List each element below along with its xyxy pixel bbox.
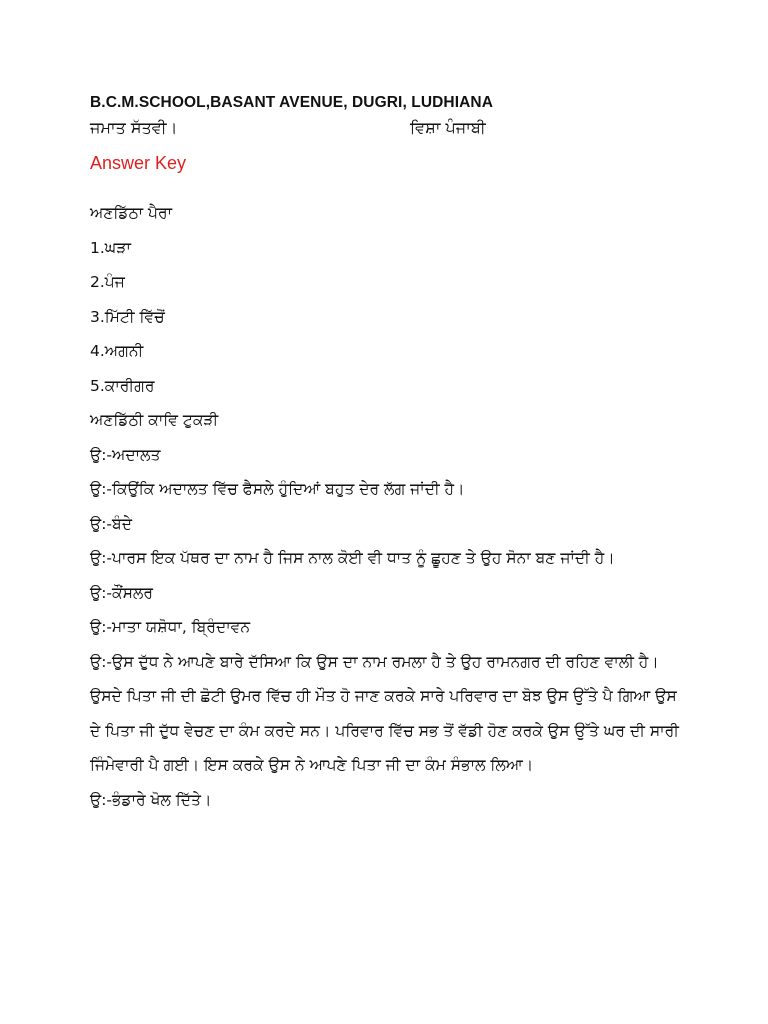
answer-paragraph: ਉ:-ਉਸ ਦੁੱਧ ਨੇ ਆਪਣੇ ਬਾਰੇ ਦੱਸਿਆ ਕਿ ਉਸ ਦਾ ਨਾਮ ਰਮਲਾ ਹੈ ਤੇ ਉਹ ਰਾਮਨਗਰ ਦੀ ਰਹਿਣ ਵਾਲੀ ਹੈ। ਉਸਦੇ ਪਿਤਾ ਜੀ ਦੀ ਛੋਟੀ ਉਮਰ ਵਿੱਚ ਹੀ ਮੌਤ ਹੋ ਜਾਣ ਕਰਕੇ ਸਾਰੇ ਪਰਿਵਾਰ ਦਾ ਬੋਝ ਉਸ ਉੱਤੇ ਪੈ ਗਿਆ ਉਸ ਦੇ ਪਿਤਾ ਜੀ ਦੁੱਧ ਵੇਚਣ ਦਾ ਕੰਮ ਕਰਦੇ ਸਨ। ਪਰਿਵਾਰ ਵਿੱਚ ਸਭ ਤੋਂ ਵੱਡੀ ਹੋਣ ਕਰਕੇ ਉਸ ਉੱਤੇ ਘਰ ਦੀ ਸਾਰੀ ਜਿੰਮੇਵਾਰੀ ਪੈ ਗਈ। ਇਸ ਕਰਕੇ ਉਸ ਨੇ ਆਪਣੇ ਪਿਤਾ ਜੀ ਦਾ ਕੰਮ ਸੰਭਾਲ ਲਿਆ। bbox=[90, 652, 679, 774]
section-heading-unseen-passage: ਅਣਡਿੱਠਾ ਪੈਰਾ bbox=[90, 204, 173, 222]
answer-line: ਉ:-ਭੰਡਾਰੇ ਖੋਲ ਦਿੱਤੇ। bbox=[90, 790, 212, 809]
class-subject-row bbox=[90, 114, 690, 142]
answer-line: 2.ਪੰਜ bbox=[90, 273, 125, 291]
document-page bbox=[90, 92, 690, 817]
subject-label: ਵਿਸ਼ਾ ਪੰਜਾਬੀ bbox=[410, 118, 486, 137]
answer-line: 3.ਮਿੱਟੀ ਵਿੱਚੋਂ bbox=[90, 307, 165, 326]
answer-key-heading: Answer Key bbox=[90, 153, 187, 173]
class-label: ਜਮਾਤ ਸੱਤਵੀ। bbox=[90, 118, 178, 137]
answer-line: ਉ:-ਕੌਂਸਲਰ bbox=[90, 583, 154, 602]
answer-line: ਉ:-ਕਿਉਂਕਿ ਅਦਾਲਤ ਵਿੱਚ ਫੈਸਲੇ ਹੁੰਦਿਆਂ ਬਹੁਤ ਦੇਰ ਲੱਗ ਜਾਂਦੀ ਹੈ। bbox=[90, 480, 465, 498]
answer-line: 5.ਕਾਰੀਗਰ bbox=[90, 376, 155, 395]
answer-lines bbox=[90, 196, 690, 817]
answer-paragraph: ਉ:-ਪਾਰਸ ਇਕ ਪੱਥਰ ਦਾ ਨਾਮ ਹੈ ਜਿਸ ਨਾਲ ਕੋਈ ਵੀ ਧਾਤ ਨੂੰ ਛੂਹਣ ਤੇ ਉਹ ਸੋਨਾ ਬਣ ਜਾਂਦੀ ਹੈ। bbox=[90, 549, 615, 567]
answer-line: 4.ਅਗਨੀ bbox=[90, 342, 144, 360]
section-heading-unseen-poem: ਅਣਡਿੱਠੀ ਕਾਵਿ ਟੁਕੜੀ bbox=[90, 411, 219, 429]
answer-line: ਉ:-ਅਦਾਲਤ bbox=[90, 445, 161, 464]
answer-line: ਉ:-ਬੰਦੇ bbox=[90, 514, 132, 533]
school-name: B.C.M.SCHOOL,BASANT AVENUE, DUGRI, LUDHIANA bbox=[90, 94, 493, 111]
answer-line: 1.ਘੜਾ bbox=[90, 238, 131, 257]
answer-line: ਉ:-ਮਾਤਾ ਯਸ਼ੋਧਾ, ਬ੍ਰਿੰਦਾਵਨ bbox=[90, 618, 251, 636]
